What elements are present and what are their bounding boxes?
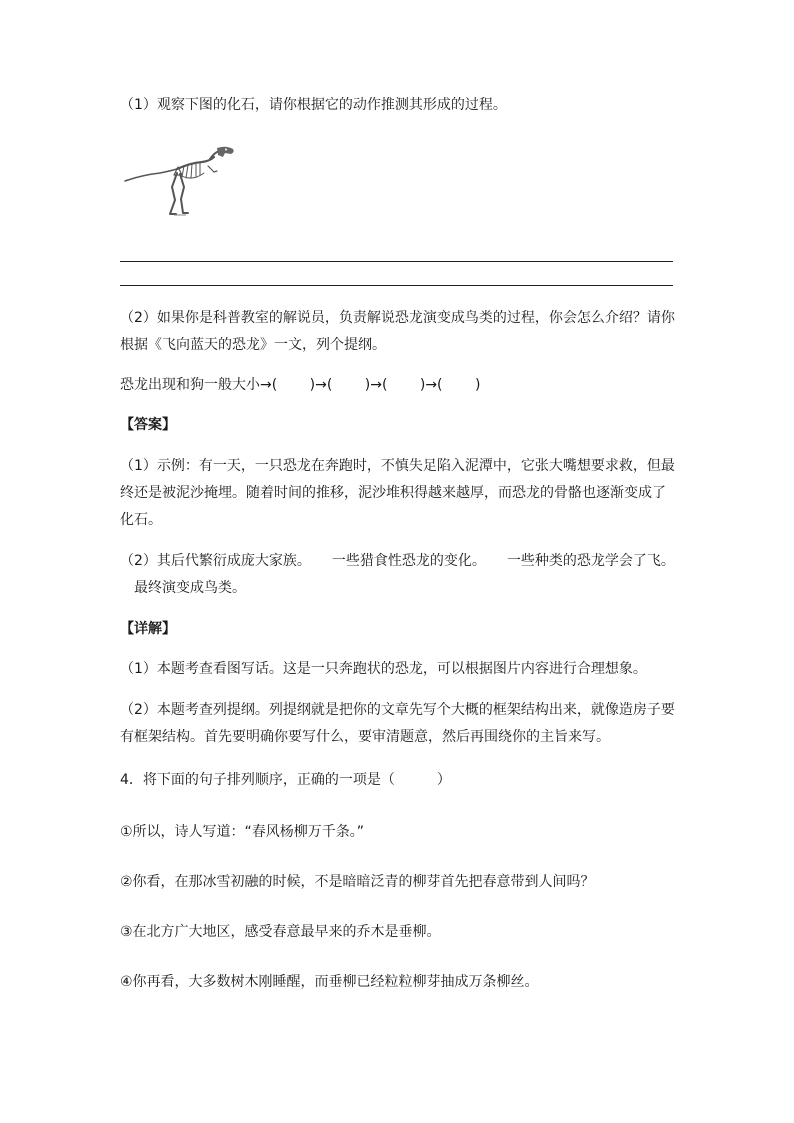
- detail-heading: 【详解】: [120, 621, 176, 637]
- dinosaur-skeleton-fossil-image: [122, 145, 237, 217]
- answer-blank-line-1: [120, 261, 673, 262]
- q4-sentence-3: ③在北方广大地区，感受春意最早来的乔木是垂柳。: [120, 924, 441, 940]
- answer-heading: 【答案】: [120, 417, 176, 433]
- q4-sentence-2: ②你看，在那冰雪初融的时候，不是暗暗泛青的柳芽首先把春意带到人间吗？: [120, 874, 595, 890]
- q4-sentence-1: ①所以，诗人写道：“春风杨柳万千条。”: [120, 824, 365, 840]
- answer-2-line2: 最终演变成鸟类。: [120, 580, 246, 596]
- q3-part1-prompt: （1）观察下图的化石，请你根据它的动作推测其形成的过程。: [120, 97, 507, 113]
- q3-outline: 恐龙出现和狗一般大小→( )→( )→( )→( ): [120, 377, 481, 393]
- detail-2-line1: （2）本题考查列提纲。列提纲就是把你的文章先写个大概的框架结构出来，就像造房子要: [120, 702, 675, 718]
- q4-sentence-4: ④你再看，大多数树木刚睡醒，而垂柳已经粒粒柳芽抽成万条柳丝。: [120, 974, 539, 990]
- detail-2-line2: 有框架结构。首先要明确你要写什么，要审清题意，然后再围绕你的主旨来写。: [120, 729, 610, 745]
- answer-1-line3: 化石。: [120, 512, 162, 528]
- q3-part2-prompt-line1: （2）如果你是科普教室的解说员，负责解说恐龙演变成鸟类的过程，你会怎么介绍？请你: [120, 310, 675, 326]
- answer-1-line1: （1）示例：有一天，一只恐龙在奔跑时，不慎失足陷入泥潭中，它张大嘴想要求救，但最: [120, 458, 675, 474]
- detail-1: （1）本题考查看图写话。这是一只奔跑状的恐龙，可以根据图片内容进行合理想象。: [120, 661, 647, 677]
- answer-1-line2: 终还是被泥沙掩埋。随着时间的推移，泥沙堆积得越来越厚，而恐龙的骨骼也逐渐变成了: [120, 485, 666, 501]
- q3-part2-prompt-line2: 根据《飞向蓝天的恐龙》一文，列个提纲。: [120, 337, 386, 353]
- answer-2-line1: （2）其后代繁衍成庞大家族。 一些猎食性恐龙的变化。 一些种类的恐龙学会了飞。: [120, 553, 675, 569]
- answer-blank-line-2: [120, 285, 673, 286]
- q4-stem: 4．将下面的句子排列顺序，正确的一项是（ ）: [120, 772, 451, 788]
